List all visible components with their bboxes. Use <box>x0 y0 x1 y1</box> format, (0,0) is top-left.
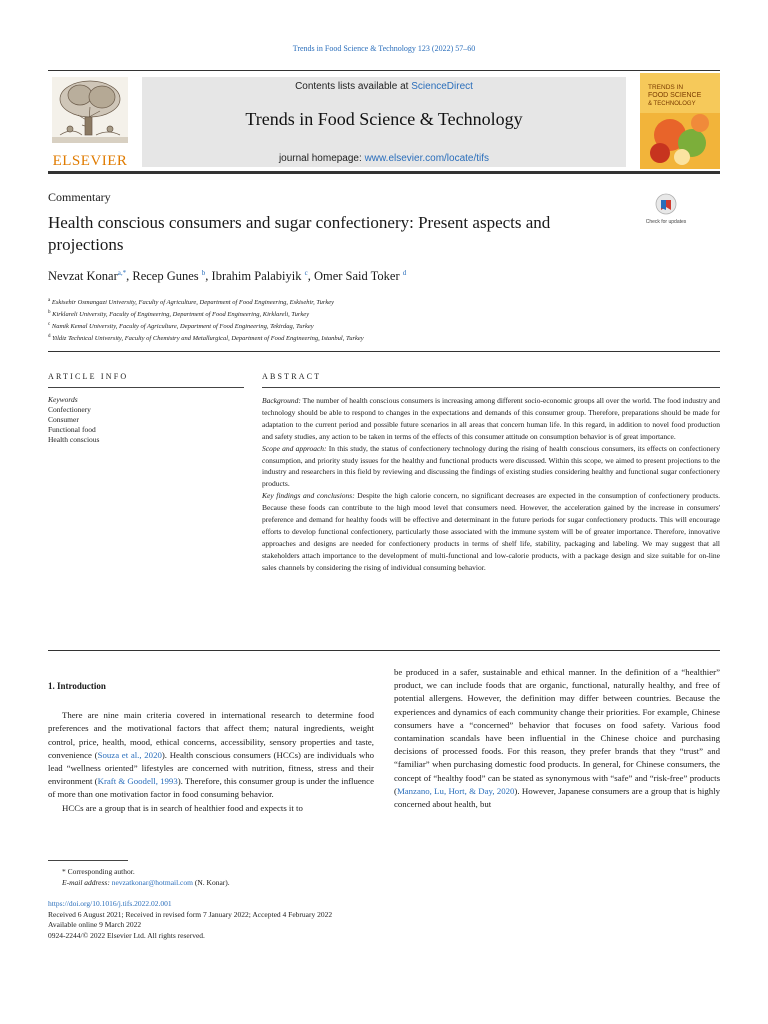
abstract-heading: ABSTRACT <box>262 372 322 381</box>
cover-title-2: FOOD SCIENCE <box>648 92 702 99</box>
section-heading: 1. Introduction <box>48 681 106 691</box>
author-name[interactable]: Recep Gunes <box>132 269 199 284</box>
contents-prefix: Contents lists available at <box>295 81 412 92</box>
abstract-background: Background: The number of health conscious consumers is increasing among different socio-economic groups all over the world. The food industry and technology should be able to respond to changes in the expectations and demands of this consumer group. Therefore, preparations should be made for adaptation to the current period and possible future scenarios in all areas that concern human life. In this regard, in addition to novel food production and safety studies, any action to be taken in terms of the effects of this consumer attitude on consumption behavior is of great importance. <box>262 396 720 441</box>
received-dates: Received 6 August 2021; Received in revised form 7 January 2022; Accepted 4 February 2022 <box>48 909 333 919</box>
affiliations <box>48 296 364 345</box>
homepage-link[interactable]: www.elsevier.com/locate/tifs <box>364 153 490 164</box>
divider <box>262 387 720 388</box>
running-head[interactable]: Trends in Food Science & Technology 123 (2022) 57–60 <box>292 44 476 53</box>
body-column-left <box>48 680 374 815</box>
abstract-findings: Key findings and conclusions: Despite the high calorie concern, no significant decreases are expected in the consumption of confectionery products. Because these foods can contribute to the high mood level that consumers need. However, the acceleration gained by the increase in consumers' preference and demand for healthy foods will be effective and determinant in the future periods for sugar confectionery products. This will encourage efforts to develop functional confectionery, particularly those associated with the immune system will be of greater importance. Therefore, innovative approaches and designs are needed for confectionery products in terms of shelf life, stability, packaging and labeling. We may suggest that all stakeholders attach importance to the development of multi-functional and low-calorie products, with a package design and size suitable for on-line sales channels by considering the rising of individual consuming behavior. <box>262 491 720 572</box>
keyword: Confectionery <box>48 405 91 414</box>
citation-link[interactable]: Souza et al., 2020 <box>97 749 162 760</box>
citation-link[interactable]: Kraft & Goodell, 1993 <box>97 776 178 787</box>
email-link[interactable]: nevzatkonar@hotmail.com <box>111 878 193 887</box>
journal-banner <box>142 77 626 167</box>
email-note: E-mail address: nevzatkonar@hotmail.com (N. Konar). <box>62 878 230 887</box>
paragraph: There are nine main criteria covered in international research to determine food preferences and the motivational factors that affect them; natural ingredients, weight control, price, health, mood, ethical concerns, accessibility, sensory properties and taste, convenience (Souza et al., 2020). Health conscious consumers (HCCs) are individuals who lead “wellness oriented” lifestyles are concerned with nutrition, fitness, stress and their environment (Kraft & Goodell, 1993). Therefore, this consumer group is under the influence of more than one motivation factor in food consuming behavior. <box>48 710 374 800</box>
homepage-line <box>142 153 626 164</box>
author-affil-marker[interactable]: b <box>201 269 206 277</box>
sciencedirect-link[interactable]: ScienceDirect <box>411 81 473 92</box>
author-name[interactable]: Ibrahim Palabiyik <box>211 269 302 284</box>
affiliation: $^c$ Namik Kemal University, Faculty of Agriculture, Department of Food Engineering, Tekirdag, Turkey <box>48 322 314 331</box>
cover-title-3: & TECHNOLOGY <box>648 101 696 107</box>
author-name[interactable]: Nevzat Konar <box>48 269 118 284</box>
footnote-divider <box>48 860 128 861</box>
article-type: Commentary <box>48 190 111 204</box>
keywords-block <box>48 395 99 445</box>
author-affil-marker[interactable]: a,* <box>117 269 127 277</box>
divider <box>48 351 720 352</box>
author-list: Nevzat Konar$^{a,*}$, Recep Gunes $^b$, Ibrahim Palabiyik $^c$, Omer Said Toker $^d$ <box>48 269 407 284</box>
journal-masthead <box>48 70 720 174</box>
homepage-prefix: journal homepage: <box>278 153 365 164</box>
author-name[interactable]: Omer Said Toker <box>313 269 400 284</box>
divider <box>48 387 244 388</box>
journal-title[interactable]: Trends in Food Science & Technology <box>245 109 523 129</box>
paragraph: be produced in a safer, sustainable and ethical manner. In the definition of a “healthier” product, we can include foods that are organic, functional, naturally healthy, and free of potential allergens. However, the definition may differ between countries. Because the experiences and dynamics of each community change their priorities. For example, Chinese consumers have a “concerned” behavior that focuses on food safety. Various food contamination scandals have been influential in the Chinese choice and purchasing decisions of processed foods. For this reason, they prefer brands that they “trust” and “familiar” when purchasing domestic food products. In general, for Chinese consumers, the concept of “healthy food” can be stated as synonymous with “safe” and “risk-free” products (Manzano, Lu, Hort, & Day, 2020). However, Japanese consumers are a group that is highly concerned about health, but <box>394 667 720 810</box>
keywords-heading: Keywords <box>48 395 78 404</box>
affiliation: $^a$ Eskisehir Osmangazi University, Faculty of Agriculture, Department of Food Engineering, Eskisehir, Turkey <box>48 298 335 307</box>
elsevier-logo[interactable] <box>48 77 132 167</box>
keyword: Health conscious <box>48 435 100 444</box>
footnotes <box>48 866 720 888</box>
abstract-body <box>262 395 720 574</box>
keyword: Consumer <box>48 415 79 424</box>
paragraph: HCCs are a group that is in search of healthier food and expects it to <box>62 802 303 813</box>
author-affil-marker[interactable]: d <box>402 269 407 277</box>
affiliation: $^d$ Yildiz Technical University, Faculty of Chemistry and Metallurgical, Department of Food Engineering, Istanbul, Turkey <box>48 334 364 343</box>
keyword: Functional food <box>48 425 96 434</box>
cover-title-1: TRENDS IN <box>648 84 684 91</box>
affiliation: $^b$ Kirklareli University, Faculty of Engineering, Department of Food Engineering, Kirklareli, Turkey <box>48 310 310 319</box>
article-info-heading: ARTICLE INFO <box>48 372 129 381</box>
corresponding-author-note: * Corresponding author. <box>62 867 135 876</box>
check-for-updates-label: Check for updates <box>645 219 687 225</box>
publication-info <box>48 899 720 941</box>
citation-link[interactable]: Manzano, Lu, Hort, & Day, 2020 <box>396 785 515 796</box>
doi-link[interactable]: https://doi.org/10.1016/j.tifs.2022.02.001 <box>48 899 172 908</box>
elsevier-tree-logo-icon <box>52 77 128 143</box>
check-for-updates-icon[interactable] <box>645 192 687 232</box>
publisher-name: ELSEVIER <box>52 153 128 169</box>
author-affil-marker[interactable]: c <box>304 269 308 277</box>
abstract-scope: Scope and approach: In this study, the status of confectionery technology during the rising of health conscious consumers, its effects on confectionery consumption, and priority study issues for the healthy and functional products were discussed. Within this scope, we aimed to present projections to the industry and researchers in this field by reviewing and discussing the findings of existing studies considering healthy and functional sugar confectionery products. <box>262 443 720 489</box>
contents-line <box>142 81 626 92</box>
article-title: Health conscious consumers and sugar confectionery: Present aspects and projections <box>48 213 551 254</box>
available-online: Available online 9 March 2022 <box>48 920 142 929</box>
journal-cover-image-icon[interactable] <box>640 73 720 169</box>
divider <box>48 650 720 651</box>
body-column-right <box>394 666 720 811</box>
copyright: 0924-2244/© 2022 Elsevier Ltd. All rights reserved. <box>48 930 205 940</box>
